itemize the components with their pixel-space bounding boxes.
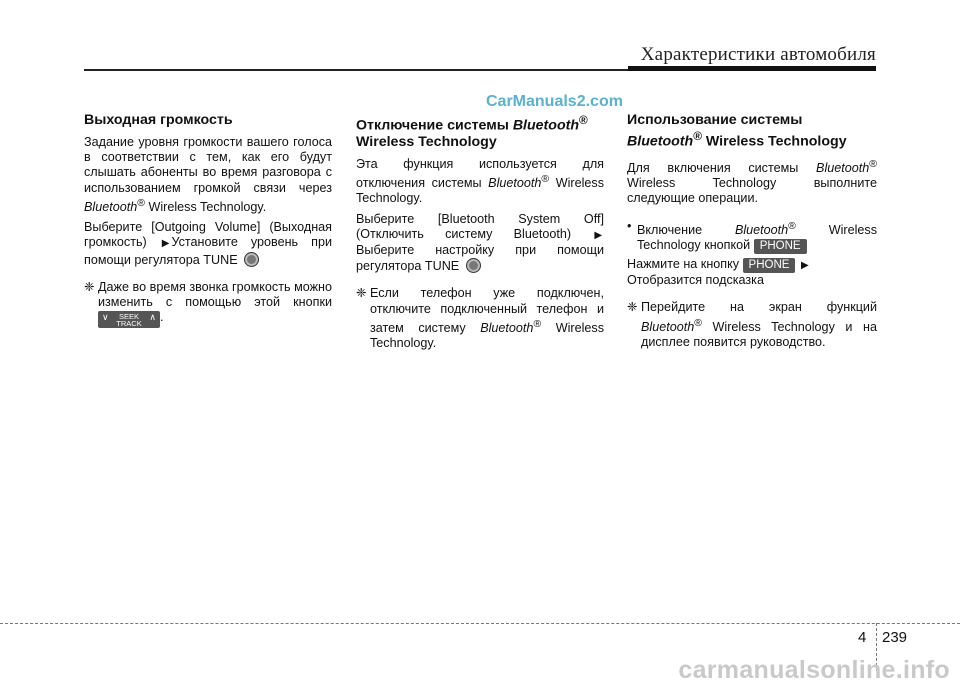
- note: ❈ Перейдите на экран функций Bluetooth® Wireless Technology и на дисплее появится руководство.: [627, 300, 877, 349]
- paragraph-description: Для включения системы Bluetooth® Wireless Technology выполните следующие операции.: [627, 157, 878, 206]
- phone-button-icon: PHONE: [754, 239, 807, 254]
- paragraph-instruction: Нажмите на кнопку PHONE ▶ Отобразится подсказка: [627, 256, 809, 288]
- note-mark: ❈: [627, 300, 638, 315]
- tune-knob-icon: [466, 258, 481, 273]
- bullet-mark: •: [627, 218, 632, 233]
- column-output-volume: [84, 112, 332, 328]
- watermark-bottom: carmanualsonline.info: [678, 656, 950, 684]
- list-item: • Включение Bluetooth® Wireless Technology кнопкой PHONE: [627, 218, 878, 252]
- section-heading-bluetooth-off: Отключение системы Bluetooth® Wireless Technology: [356, 113, 588, 150]
- arrow-right-icon: ▶: [594, 229, 603, 241]
- paragraph-description: Задание уровня громкости вашего голоса в соответствии с тем, как его будут слышать абоненты во время разговора с использованием громкой связи через Bluetooth® Wireless Technology.: [84, 135, 332, 214]
- footer-rule: [0, 623, 960, 624]
- tune-knob-icon: [244, 252, 259, 267]
- paragraph-description: Эта функция используется для отключения системы Bluetooth® Wireless Technology.: [356, 156, 604, 206]
- paragraph-instruction: Выберите [Bluetooth System Off] (Отключить систему Bluetooth) ▶ Выберите настройку при помощи регулятора TUNE: [356, 211, 604, 274]
- seek-track-button-icon: ∨ SEEK TRACK ∧: [98, 311, 160, 328]
- phone-button-icon: PHONE: [743, 258, 796, 273]
- chapter-number: 4: [858, 629, 867, 646]
- page-header-title: Характеристики автомобиля: [640, 44, 876, 65]
- note: ❈ Если телефон уже подключен, отключите подключенный телефон и затем систему Bluetooth® Wireless Technology.: [356, 286, 604, 351]
- note-mark: ❈: [84, 279, 95, 294]
- note-mark: ❈: [356, 286, 367, 301]
- paragraph-instruction: Выберите [Outgoing Volume] (Выходная громкость) ▶ Установите уровень при помощи регулятора TUNE: [84, 220, 332, 267]
- column-using-bluetooth: [627, 112, 877, 350]
- page-number: 239: [882, 629, 908, 646]
- watermark-top: CarManuals2.com: [486, 93, 623, 110]
- chevron-up-icon: ∧: [149, 312, 156, 323]
- section-heading-output-volume: Выходная громкость: [84, 112, 233, 128]
- arrow-right-icon: ▶: [800, 259, 809, 271]
- chevron-down-icon: ∨: [102, 312, 109, 323]
- note: ❈ Даже во время звонка громкость можно изменить с помощью этой кнопки ∨ SEEK TRACK ∧ .: [84, 279, 332, 329]
- header-rule-accent: [628, 66, 876, 71]
- section-heading-using-bluetooth: Использование системы Bluetooth® Wireless Technology: [627, 112, 847, 150]
- arrow-right-icon: ▶: [161, 238, 170, 250]
- column-bluetooth-off: [356, 112, 604, 351]
